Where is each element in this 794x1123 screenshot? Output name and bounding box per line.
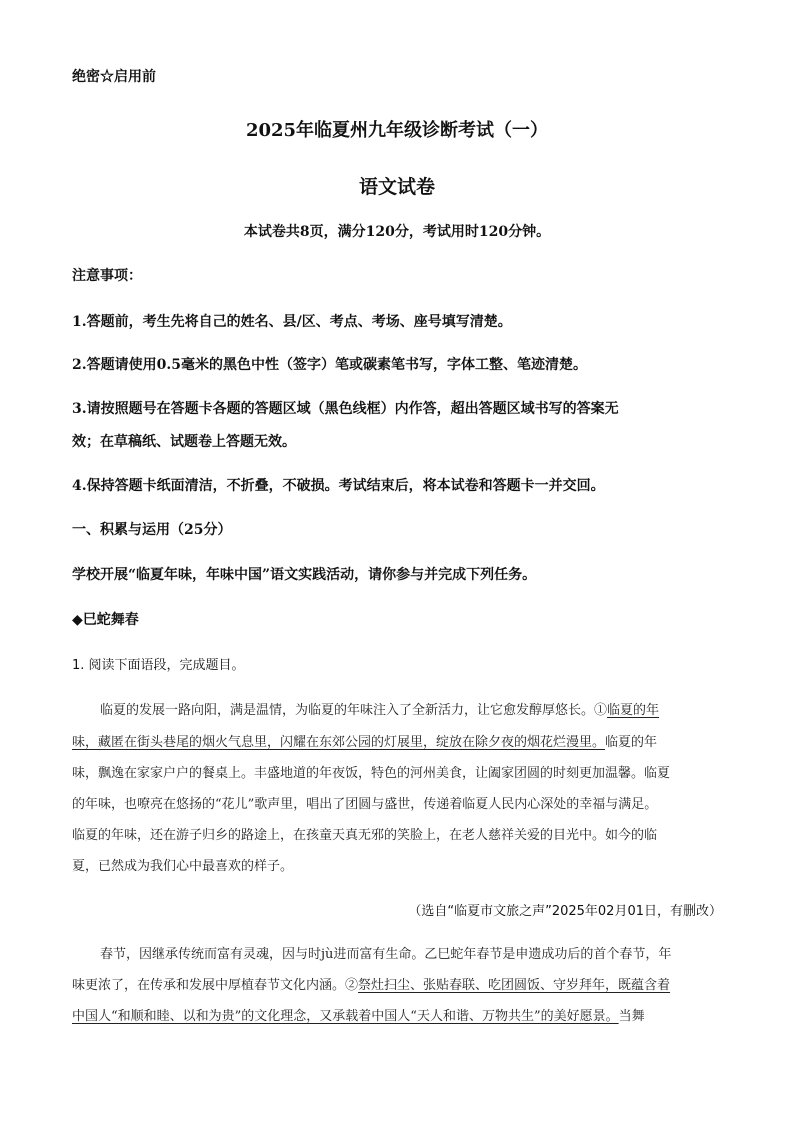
secret-mark: 绝密☆启用前 xyxy=(72,69,156,85)
question-1-prompt: 1. 阅读下面语段，完成题目。 xyxy=(72,658,245,673)
note-item-continued: 效；在草稿纸、试题卷上答题无效。 xyxy=(72,434,296,450)
passage1-line: 临夏的年味，还在游子归乡的路途上，在孩童天真无邪的笑脸上，在老人慈祥关爱的目光中。如今的临 xyxy=(72,828,658,843)
passage2-line xyxy=(72,1005,645,1024)
exam-title: 2025年临夏州九年级诊断考试（一） xyxy=(245,120,549,141)
passage2-line xyxy=(72,974,670,993)
passage2-text: 当舞 xyxy=(618,1009,645,1024)
note-item: 1.答题前，考生先将自己的姓名、县/区、考点、考场、座号填写清楚。 xyxy=(72,314,512,330)
section-intro: 学校开展“临夏年味，年味中国”语文实践活动，请你参与并完成下列任务。 xyxy=(72,567,537,583)
exam-info: 本试卷共8页，满分120分，考试用时120分钟。 xyxy=(243,224,551,240)
underlined-sentence-2: 祭灶扫尘、张贴春联、吃团圆饭、守岁拜年，既蕴含着 xyxy=(358,978,671,993)
subsection-heading: ◆巳蛇舞春 xyxy=(72,612,139,628)
notes-heading: 注意事项： xyxy=(72,268,142,284)
passage1-text: 临夏的年 xyxy=(605,735,658,750)
note-item: 4.保持答题卡纸面清洁，不折叠，不破损。考试结束后，将本试卷和答题卡一并交回。 xyxy=(72,478,605,494)
passage1-line: 夏，已然成为我们心中最喜欢的样子。 xyxy=(72,859,294,874)
section-heading: 一、积累与运用（25分） xyxy=(72,522,232,538)
underlined-sentence-2-cont: 中国人“和顺和睦、以和为贵”的文化理念，又承载着中国人“天人和谐、万物共生”的美好愿景。 xyxy=(72,1009,619,1024)
passage1-text: 临夏的发展一路向阳，满是温情，为临夏的年味注入了全新活力，让它愈发醇厚悠长。① xyxy=(100,703,608,718)
note-item: 2.答题请使用0.5毫米的黑色中性（签字）笔或碳素笔书写，字体工整、笔迹清楚。 xyxy=(72,357,587,373)
passage2-text: 味更浓了，在传承和发展中厚植春节文化内涵。② xyxy=(72,978,359,993)
passage1-line xyxy=(100,699,659,718)
underlined-sentence-1-cont: 味，藏匿在街头巷尾的烟火气息里，闪耀在东郊公园的灯展里，绽放在除夕夜的烟花烂漫里。 xyxy=(72,735,606,750)
passage1-line: 的年味，也嘹亮在悠扬的“花儿”歌声里，唱出了团圆与盛世，传递着临夏人民内心深处的幸福与满足。 xyxy=(72,797,658,812)
note-item: 3.请按照题号在答题卡各题的答题区域（黑色线框）内作答，超出答题区域书写的答案无 xyxy=(72,401,619,417)
passage2-line: 春节，因继承传统而富有灵魂，因与时jù进而富有生命。乙巳蛇年春节是申遗成功后的首个春节，年 xyxy=(100,947,672,962)
subject-title: 语文试卷 xyxy=(358,176,435,198)
passage1-line: 味，飘逸在家家户户的餐桌上。丰盛地道的年夜饭，特色的河州美食，让阖家团圆的时刻更加温馨。临夏 xyxy=(72,766,671,781)
underlined-sentence-1: 临夏的年 xyxy=(607,703,660,718)
passage1-source: （选自“临夏市文旅之声”2025年02月01日，有删改） xyxy=(408,904,722,919)
passage1-line xyxy=(72,731,657,750)
